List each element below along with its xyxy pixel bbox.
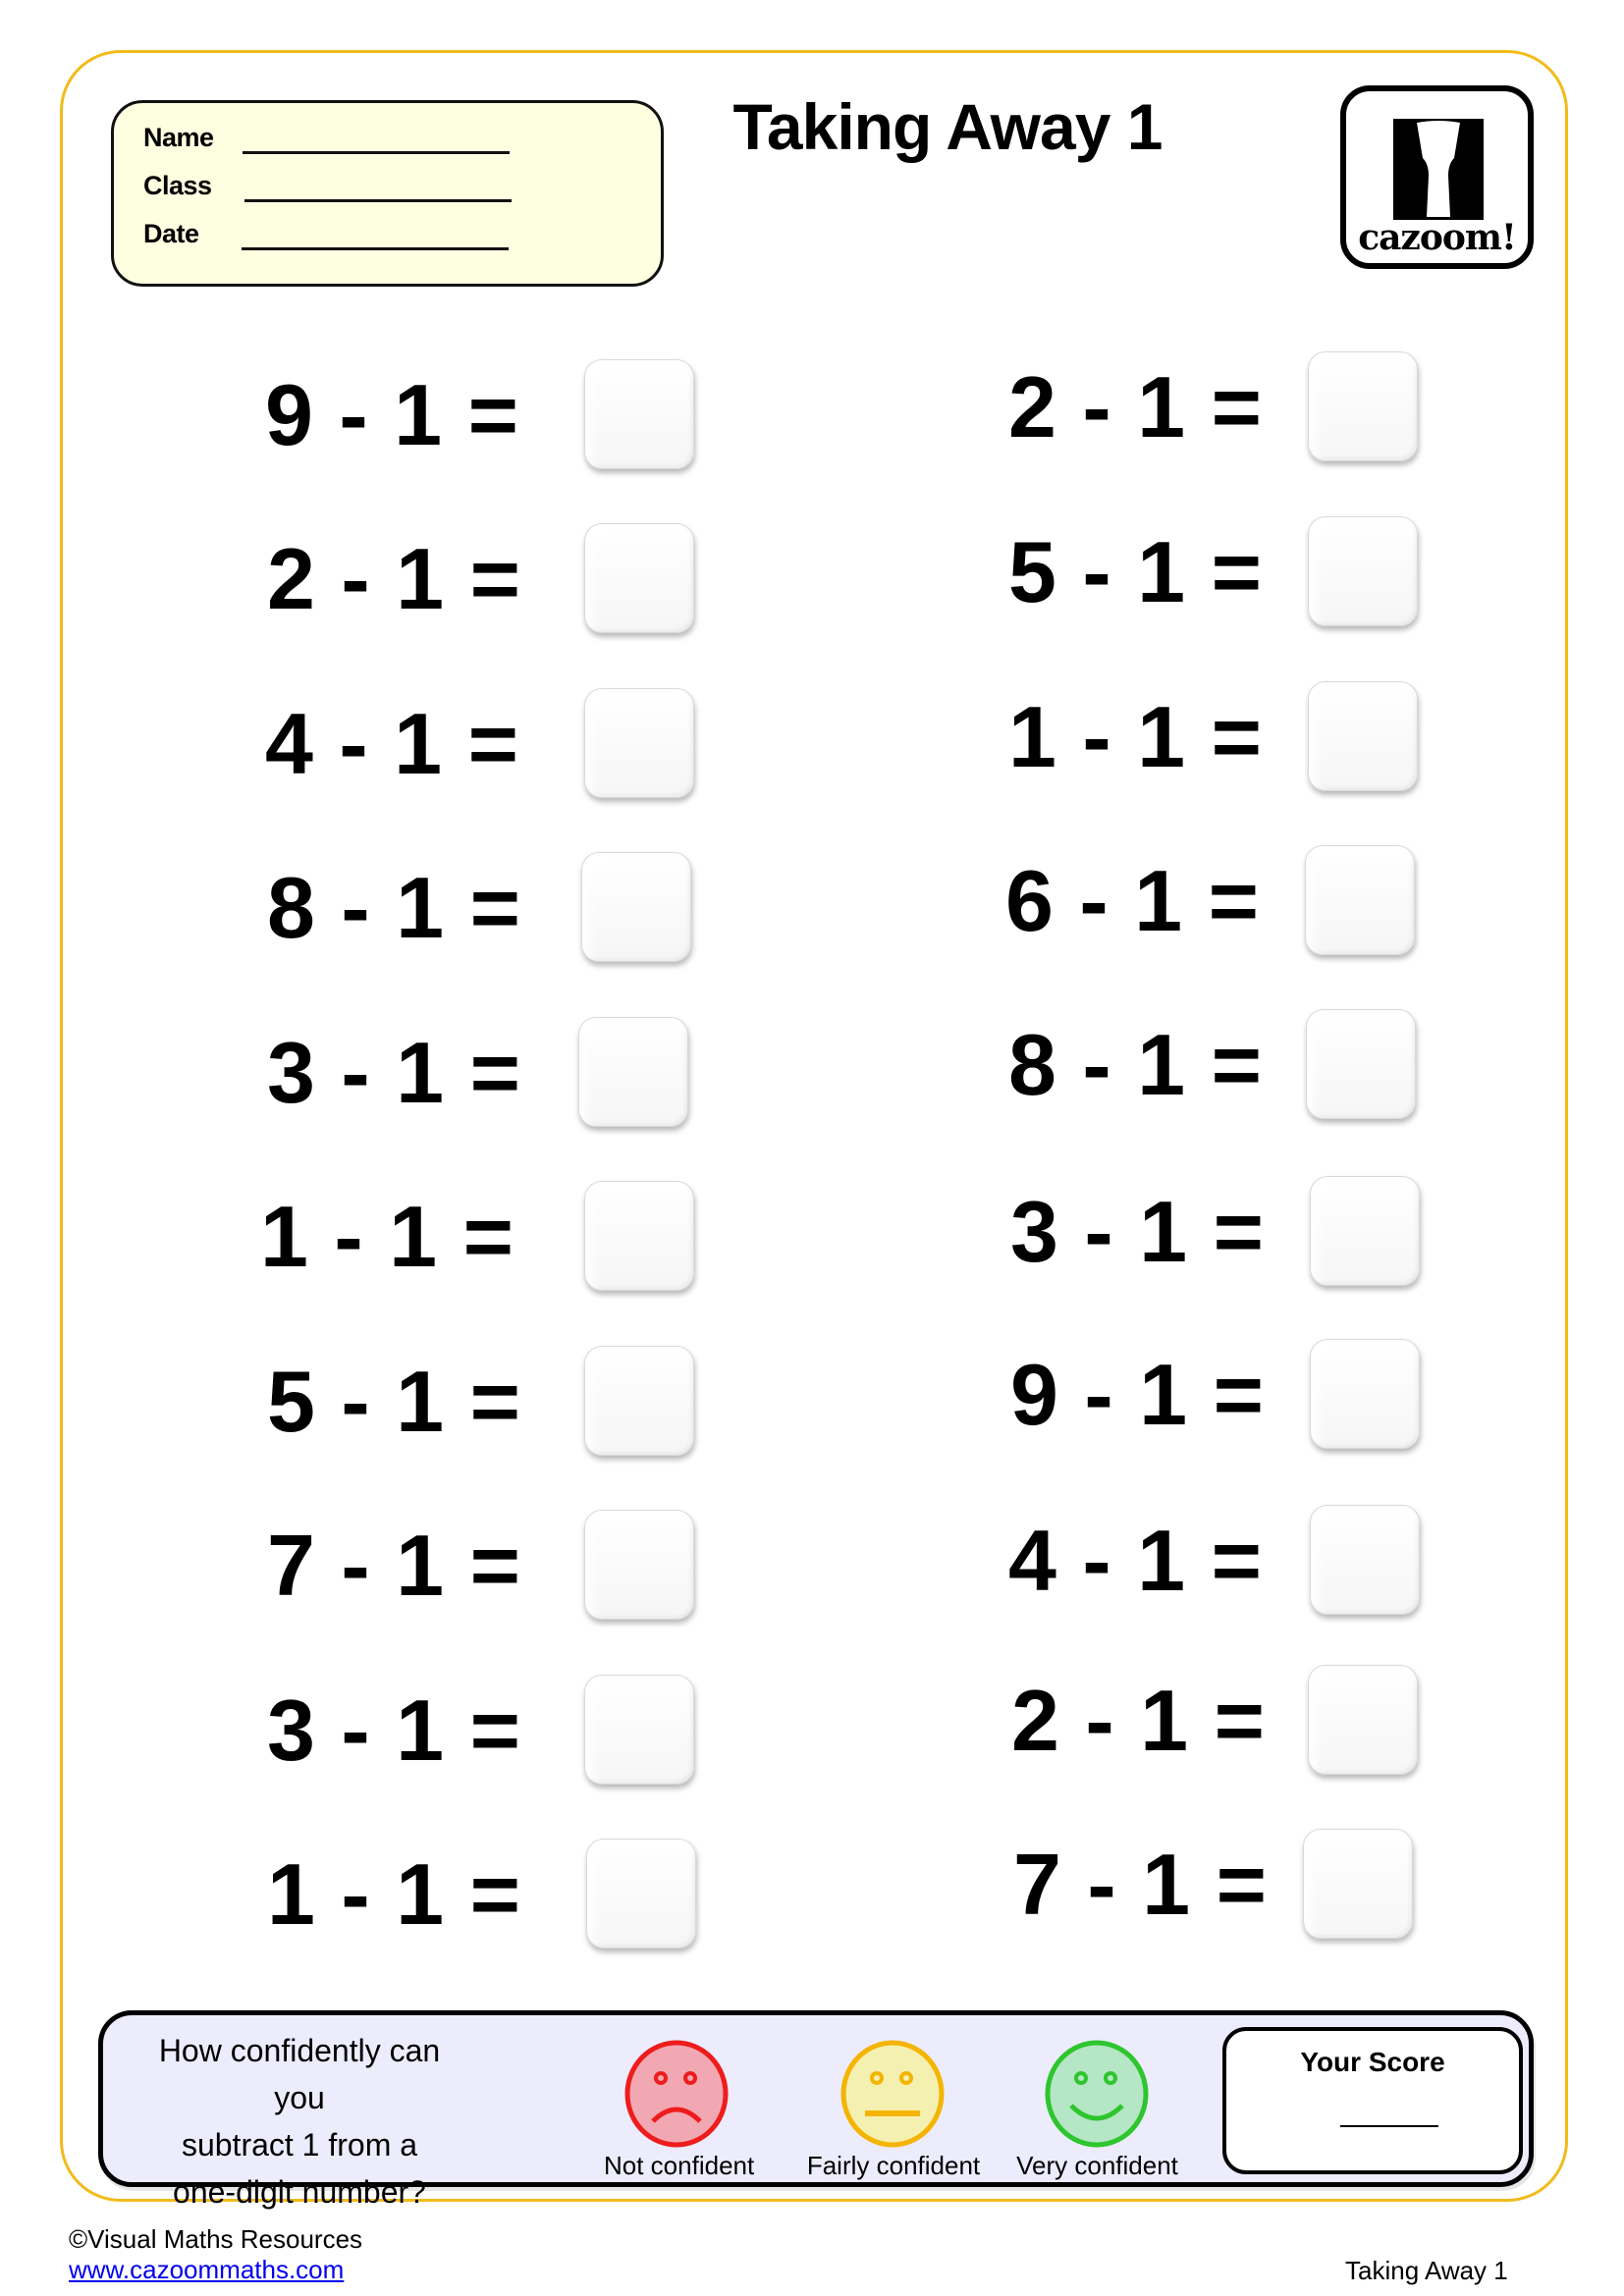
answer-box[interactable]: [584, 359, 694, 469]
answer-box[interactable]: [581, 852, 691, 962]
answer-box[interactable]: [584, 1346, 694, 1456]
equation: 2 - 1 =: [1011, 1672, 1266, 1769]
equation: 5 - 1 =: [267, 1353, 521, 1450]
confidence-panel: [98, 2010, 1534, 2210]
equation: 3 - 1 =: [267, 1024, 521, 1121]
equation: 2 - 1 =: [267, 530, 521, 627]
answer-box[interactable]: [1305, 845, 1415, 955]
answer-box[interactable]: [1310, 1176, 1420, 1286]
equation: 7 - 1 =: [1013, 1836, 1268, 1933]
website-link[interactable]: www.cazoommaths.com: [69, 2255, 345, 2284]
date-field[interactable]: [242, 247, 509, 250]
cazoom-logo: [1340, 85, 1534, 269]
equation: 4 - 1 =: [1008, 1512, 1263, 1609]
equation: 8 - 1 =: [1008, 1016, 1263, 1113]
score-box: [1222, 2027, 1523, 2174]
equation: 3 - 1 =: [1010, 1183, 1265, 1280]
footer-page-title: Taking Away 1: [1345, 2256, 1508, 2285]
answer-box[interactable]: [1303, 1829, 1413, 1939]
drum-icon: [1393, 119, 1484, 220]
answer-box[interactable]: [1310, 1339, 1420, 1449]
copyright-text: ©Visual Maths Resources: [69, 2224, 363, 2254]
class-field[interactable]: [244, 199, 512, 202]
answer-box[interactable]: [1308, 351, 1418, 461]
equation: 7 - 1 =: [267, 1517, 521, 1614]
answer-box[interactable]: [584, 1675, 694, 1785]
equation: 8 - 1 =: [267, 859, 521, 956]
score-title: Your Score: [1300, 2047, 1445, 2077]
answer-box[interactable]: [1308, 516, 1418, 626]
class-label: Class: [143, 171, 212, 200]
equation: 1 - 1 =: [260, 1188, 514, 1285]
equation: 6 - 1 =: [1005, 852, 1260, 949]
equation: 3 - 1 =: [267, 1682, 521, 1779]
name-label: Name: [143, 123, 214, 152]
answer-box[interactable]: [1306, 1009, 1416, 1119]
happy-face-icon[interactable]: [1044, 2039, 1150, 2149]
score-field[interactable]: [1340, 2125, 1438, 2127]
name-field[interactable]: [243, 151, 510, 154]
equation: 9 - 1 =: [265, 366, 519, 463]
answer-box[interactable]: [584, 1181, 694, 1291]
answer-box[interactable]: [584, 523, 694, 633]
logo-text: cazoom!: [1358, 217, 1516, 258]
fairly-confident-label: Fairly confident: [806, 2151, 981, 2180]
not-confident-label: Not confident: [604, 2151, 755, 2180]
answer-box[interactable]: [578, 1017, 688, 1127]
equation: 4 - 1 =: [265, 695, 519, 792]
answer-box[interactable]: [584, 1510, 694, 1620]
equation: 2 - 1 =: [1008, 358, 1263, 455]
neutral-face-icon[interactable]: [839, 2039, 946, 2149]
answer-box[interactable]: [1308, 681, 1418, 791]
very-confident-label: Very confident: [1016, 2151, 1178, 2180]
equation: 5 - 1 =: [1008, 523, 1263, 620]
confidence-question: How confidently can you subtract 1 from a one-digit number?: [158, 2033, 441, 2210]
student-info-box: [111, 100, 664, 287]
date-label: Date: [143, 219, 199, 248]
equation: 9 - 1 =: [1010, 1346, 1265, 1443]
page-title: Taking Away 1: [732, 90, 1163, 163]
equation: 1 - 1 =: [1008, 688, 1263, 785]
equation: 1 - 1 =: [267, 1845, 521, 1943]
answer-box[interactable]: [584, 688, 694, 798]
answer-box[interactable]: [1308, 1665, 1418, 1775]
answer-box[interactable]: [586, 1839, 696, 1949]
sad-face-icon[interactable]: [623, 2039, 730, 2149]
answer-box[interactable]: [1310, 1505, 1420, 1615]
